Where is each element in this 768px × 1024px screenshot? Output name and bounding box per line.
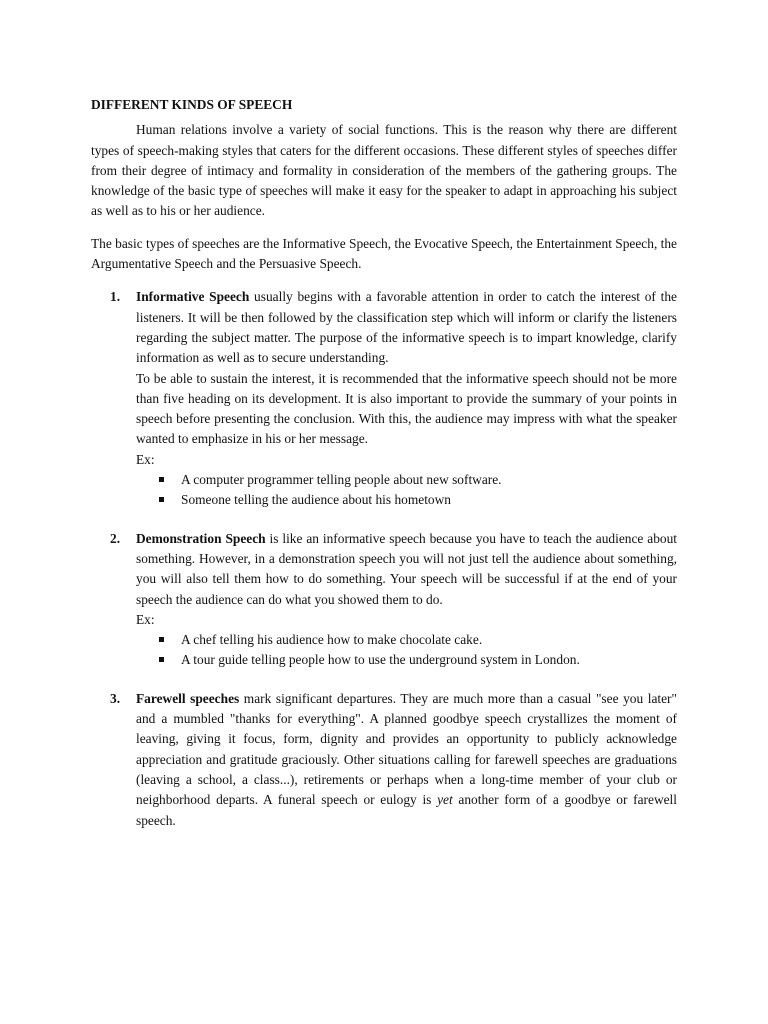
example-item: A tour guide telling people how to use the underground system in London.: [159, 650, 677, 670]
intro-paragraph: Human relations involve a variety of social functions. This is the reason why there are different types of speech-making styles that caters for the different occasions. These different styles of speeches differ from their degree of intimacy and formality in consideration of the members of the gathering groups. The knowledge of the basic type of speeches will make it easy for the speaker to adapt in approaching his subject as well as to his or her audience.: [91, 122, 677, 219]
list-item-informative: [91, 287, 677, 510]
item-paragraph: [136, 529, 677, 610]
example-label: Ex:: [136, 451, 155, 467]
item-number: 1.: [110, 289, 121, 305]
item-emphasis: yet: [437, 792, 453, 808]
example-item: A chef telling his audience how to make chocolate cake.: [159, 630, 677, 650]
list-item-farewell: [91, 689, 677, 831]
item-number: 2.: [110, 530, 121, 546]
example-item: Someone telling the audience about his hometown: [159, 490, 677, 510]
example-label: Ex:: [136, 611, 155, 627]
example-item: A computer programmer telling people about new software.: [159, 470, 677, 490]
item-paragraph-2: To be able to sustain the interest, it is recommended that the informative speech should not be more than five heading on its development. It is also important to provide the summary of your points in speech before presenting the conclusion. With this, the audience may impress with what the speaker wanted to emphasize in his or her message.: [136, 370, 677, 447]
document-content: [91, 95, 677, 831]
item-paragraph: [136, 287, 677, 368]
item-text: mark significant departures. They are much more than a casual "see you later" and a mumbled "thanks for everything". A planned goodbye speech crystallizes the moment of leaving, giving it focus, form, dignity and provides an opportunity to publicly acknowledge appreciation and gratitude graciously. Other situations calling for farewell speeches are graduations (leaving a school, a class...), retirements or perhaps when a long-time member of your club or neighborhood departs. A funeral speech or eulogy is: [136, 690, 677, 808]
types-paragraph: The basic types of speeches are the Informative Speech, the Evocative Speech, the Entertainment Speech, the Argumentative Speech and the Persuasive Speech.: [91, 235, 677, 272]
example-list: [136, 470, 677, 511]
example-list: [136, 630, 677, 671]
item-text: usually begins with a favorable attention in order to catch the interest of the listeners. It will be then followed by the classification step which will inform or clarify the listeners regarding the subject matter. The purpose of the informative speech is to impart knowledge, clarify information as well as to secure understanding.: [136, 289, 677, 366]
item-number: 3.: [110, 690, 121, 706]
item-text-end: another form of a goodbye or farewell speech.: [136, 792, 678, 828]
page-title: DIFFERENT KINDS OF SPEECH: [91, 97, 293, 112]
item-heading: Farewell speeches: [136, 690, 240, 706]
list-item-demonstration: [91, 529, 677, 671]
item-heading: Demonstration Speech: [136, 530, 266, 546]
item-heading: Informative Speech: [136, 289, 250, 305]
item-text: is like an informative speech because you have to teach the audience about something. However, in a demonstration speech you will not just tell the audience about something, you will also tell them how to do something. Your speech will be successful if at the end of your speech the audience can do what you showed them to do.: [136, 530, 677, 607]
item-paragraph: [136, 689, 677, 831]
